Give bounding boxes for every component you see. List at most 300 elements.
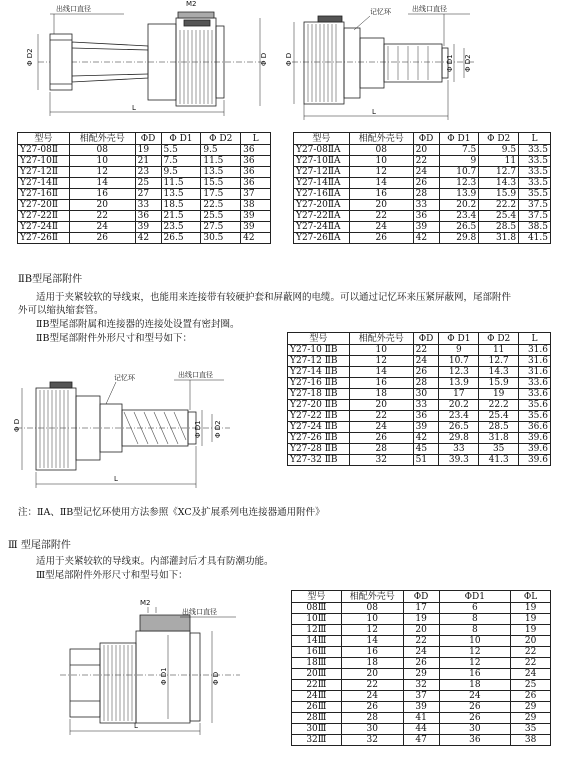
cell: 23.5 xyxy=(161,222,201,233)
cell: 29 xyxy=(511,702,551,713)
cell: 39 xyxy=(413,222,439,233)
label-outlet-diameter: 出线口直径 xyxy=(412,5,447,13)
cell: 33 xyxy=(413,200,439,211)
cell: 28 xyxy=(341,713,403,724)
table-header-row xyxy=(294,133,551,145)
cell: 41.3 xyxy=(479,455,519,466)
header-d2: Φ D2 xyxy=(479,133,519,145)
cell: 18Ⅲ xyxy=(292,658,342,669)
table-row xyxy=(294,145,551,156)
table-row xyxy=(18,222,271,233)
cell: 39.6 xyxy=(519,444,551,455)
cell: 33.5 xyxy=(519,156,551,167)
cell: 36 xyxy=(241,156,271,167)
cell: 45 xyxy=(413,444,439,455)
cell: 22.2 xyxy=(479,200,519,211)
section-iii-para2: Ⅲ型尾部附件外形尺寸和型号如下： xyxy=(36,570,188,581)
cell: 36 xyxy=(241,178,271,189)
cell: 10Ⅲ xyxy=(292,614,342,625)
cell: 8 xyxy=(439,614,511,625)
cell: 35.5 xyxy=(519,189,551,200)
cell: 32 xyxy=(349,455,413,466)
cell: 16 xyxy=(69,189,135,200)
cell: 29.8 xyxy=(439,233,479,244)
cell: 33.6 xyxy=(519,389,551,400)
cell: 21.5 xyxy=(161,211,201,222)
cell: 39.3 xyxy=(439,455,479,466)
cell: 08Ⅲ xyxy=(292,603,342,614)
cell: 26.5 xyxy=(439,422,479,433)
table-header-row xyxy=(288,333,551,345)
table-row xyxy=(288,444,551,455)
cell: 22 xyxy=(413,345,439,356)
cell: 17 xyxy=(439,389,479,400)
cell: 11.5 xyxy=(201,156,241,167)
cell: 27 xyxy=(135,189,161,200)
cell: 33.5 xyxy=(519,178,551,189)
label-l: L xyxy=(114,475,118,483)
cell: Y27-08ⅡA xyxy=(294,145,350,156)
cell: 36.6 xyxy=(519,422,551,433)
cell: 39.6 xyxy=(519,433,551,444)
label-d2: Φ D2 xyxy=(464,54,472,72)
cell: 37 xyxy=(241,189,271,200)
cell: 18 xyxy=(349,389,413,400)
cell: 26 xyxy=(403,658,439,669)
cell: 22 xyxy=(511,647,551,658)
cell: 10.7 xyxy=(439,167,479,178)
cell: 23 xyxy=(135,167,161,178)
label-l: L xyxy=(132,104,136,112)
cell: 36 xyxy=(413,211,439,222)
cell: 11 xyxy=(479,156,519,167)
cell: 42 xyxy=(135,233,161,244)
cell: 31.6 xyxy=(519,345,551,356)
cell: 12.3 xyxy=(439,178,479,189)
cell: 24 xyxy=(69,222,135,233)
cell: 39.6 xyxy=(519,455,551,466)
cell: 24 xyxy=(413,167,439,178)
cell: 31.6 xyxy=(519,367,551,378)
cell: 15.5 xyxy=(201,178,241,189)
cell: 30.5 xyxy=(201,233,241,244)
cell: 37 xyxy=(403,691,439,702)
table-type-iia xyxy=(293,132,551,244)
cell: 16 xyxy=(349,378,413,389)
cell: Y27-14 ⅡB xyxy=(288,367,350,378)
cell: 08 xyxy=(69,145,135,156)
cell: 28.5 xyxy=(479,222,519,233)
cell: 20 xyxy=(511,636,551,647)
cell: 08 xyxy=(341,603,403,614)
cell: 15.9 xyxy=(479,189,519,200)
cell: 31.6 xyxy=(519,356,551,367)
table-header-row xyxy=(18,133,271,145)
cell: 26 xyxy=(511,691,551,702)
label-outlet-diameter: 出线口直径 xyxy=(56,5,91,13)
cell: 20 xyxy=(403,625,439,636)
cell: 14Ⅲ xyxy=(292,636,342,647)
cell: 26 xyxy=(349,233,413,244)
cell: 24 xyxy=(349,222,413,233)
header-model: 型号 xyxy=(288,333,350,345)
table-row xyxy=(18,156,271,167)
cell: 28 xyxy=(349,444,413,455)
drawing-type-iia xyxy=(285,0,478,125)
cell: 19 xyxy=(403,614,439,625)
cell: 10 xyxy=(349,345,413,356)
cell: 35.6 xyxy=(519,400,551,411)
label-m2: M2 xyxy=(140,599,151,607)
cell: 9.5 xyxy=(479,145,519,156)
cell: 26Ⅲ xyxy=(292,702,342,713)
cell: 24Ⅲ xyxy=(292,691,342,702)
table-row xyxy=(18,211,271,222)
cell: Y27-28 ⅡB xyxy=(288,444,350,455)
cell: 20 xyxy=(349,200,413,211)
cell: 24 xyxy=(341,691,403,702)
cell: 16 xyxy=(439,669,511,680)
cell: Y27-20ⅡA xyxy=(294,200,350,211)
cell: 13.9 xyxy=(439,378,479,389)
label-m2: M2 xyxy=(186,0,197,8)
cell: 11.5 xyxy=(161,178,201,189)
cell: Y27-24ⅡA xyxy=(294,222,350,233)
header-d1: Φ D1 xyxy=(439,333,479,345)
table-row xyxy=(18,233,271,244)
table-row xyxy=(294,167,551,178)
table-row xyxy=(294,156,551,167)
cell: 10 xyxy=(439,636,511,647)
cell: 33.5 xyxy=(519,145,551,156)
cell: 12 xyxy=(349,356,413,367)
header-shell: 相配外壳号 xyxy=(341,591,403,603)
label-memory-ring: 记忆环 xyxy=(114,374,135,382)
cell: 42 xyxy=(241,233,271,244)
cell: 14 xyxy=(349,178,413,189)
cell: 25.4 xyxy=(479,211,519,222)
cell: 7.5 xyxy=(439,145,479,156)
cell: 10.7 xyxy=(439,356,479,367)
table-row xyxy=(292,735,551,746)
section-iii-para1: 适用于夹紧较软的导线束。内部灌封后才具有防潮功能。 xyxy=(36,556,274,567)
cell: 36 xyxy=(241,145,271,156)
cell: 18 xyxy=(439,680,511,691)
table-row xyxy=(294,233,551,244)
cell: Y27-20Ⅱ xyxy=(18,200,70,211)
cell: Y27-20 ⅡB xyxy=(288,400,350,411)
header-l: L xyxy=(241,133,271,145)
label-d1: Φ D1 xyxy=(446,54,454,72)
cell: 42 xyxy=(413,433,439,444)
cell: 41 xyxy=(403,713,439,724)
cell: 10 xyxy=(341,614,403,625)
cell: 13.5 xyxy=(201,167,241,178)
cell: 30 xyxy=(413,389,439,400)
cell: 35 xyxy=(479,444,519,455)
cell: 19 xyxy=(479,389,519,400)
table-row xyxy=(292,713,551,724)
table-row xyxy=(294,200,551,211)
cell: Y27-14Ⅱ xyxy=(18,178,70,189)
cell: Y27-12 ⅡB xyxy=(288,356,350,367)
cell: Y27-26 ⅡB xyxy=(288,433,350,444)
label-d1: Φ D1 xyxy=(194,420,202,438)
cell: 26.5 xyxy=(161,233,201,244)
cell: 33 xyxy=(135,200,161,211)
cell: 20.2 xyxy=(439,200,479,211)
cell: 36 xyxy=(413,411,439,422)
label-d2: Φ D2 xyxy=(26,48,34,66)
table-row xyxy=(292,614,551,625)
drawing-type-iii xyxy=(40,595,255,735)
cell: 22 xyxy=(69,211,135,222)
cell: 42 xyxy=(413,233,439,244)
cell: 08 xyxy=(349,145,413,156)
cell: 12 xyxy=(349,167,413,178)
cell: 16 xyxy=(341,647,403,658)
cell: 26 xyxy=(439,713,511,724)
cell: Y27-08Ⅱ xyxy=(18,145,70,156)
header-model: 型号 xyxy=(292,591,342,603)
cell: 8 xyxy=(439,625,511,636)
cell: 24 xyxy=(349,422,413,433)
cell: 36 xyxy=(241,167,271,178)
cell: 20 xyxy=(349,400,413,411)
cell: Y27-12ⅡA xyxy=(294,167,350,178)
cell: 33 xyxy=(439,444,479,455)
section-iii-heading: Ⅲ 型尾部附件 xyxy=(8,540,71,551)
cell: 32 xyxy=(403,680,439,691)
cell: 9 xyxy=(439,345,479,356)
table-type-ii xyxy=(17,132,271,244)
cell: 12.7 xyxy=(479,167,519,178)
note-text: 注：ⅡA、ⅡB型记忆环使用方法参照《XC及扩展系列电连接器通用附件》 xyxy=(18,507,325,518)
label-outlet-diameter: 出线口直径 xyxy=(178,371,213,379)
cell: 38 xyxy=(511,735,551,746)
table-row xyxy=(288,400,551,411)
table-row xyxy=(288,433,551,444)
table-row xyxy=(288,356,551,367)
table-row xyxy=(288,389,551,400)
label-l: L xyxy=(372,108,376,116)
table-row xyxy=(18,200,271,211)
cell: 20Ⅲ xyxy=(292,669,342,680)
cell: 26 xyxy=(341,702,403,713)
table-row xyxy=(294,189,551,200)
cell: 35 xyxy=(511,724,551,735)
cell: Y27-22Ⅱ xyxy=(18,211,70,222)
cell: 12.7 xyxy=(479,356,519,367)
cell: 16Ⅲ xyxy=(292,647,342,658)
table-row xyxy=(292,658,551,669)
cell: 14.3 xyxy=(479,367,519,378)
cell: 12.3 xyxy=(439,367,479,378)
section-iib-para3: ⅡB型尾部附件外形尺寸和型号如下： xyxy=(36,333,192,344)
cell: 22 xyxy=(511,658,551,669)
table-row xyxy=(292,625,551,636)
label-d: Φ D xyxy=(13,418,21,432)
section-iib-para2: ⅡB型尾部附属和连接器的连接处设置有密封圈。 xyxy=(36,319,240,330)
header-d2: Φ D2 xyxy=(479,333,519,345)
table-row xyxy=(292,669,551,680)
cell: 16 xyxy=(349,189,413,200)
cell: 41.5 xyxy=(519,233,551,244)
table-row xyxy=(292,691,551,702)
cell: 22 xyxy=(349,211,413,222)
cell: 33.5 xyxy=(519,167,551,178)
table-row xyxy=(294,178,551,189)
cell: 30 xyxy=(341,724,403,735)
header-l: L xyxy=(519,133,551,145)
cell: 14 xyxy=(341,636,403,647)
cell: 6 xyxy=(439,603,511,614)
cell: 9.5 xyxy=(201,145,241,156)
table-row xyxy=(288,378,551,389)
cell: 7.5 xyxy=(161,156,201,167)
cell: 20 xyxy=(69,200,135,211)
cell: 28 xyxy=(413,189,439,200)
cell: 22Ⅲ xyxy=(292,680,342,691)
cell: 15.9 xyxy=(479,378,519,389)
cell: 20.2 xyxy=(439,400,479,411)
cell: 17 xyxy=(403,603,439,614)
section-iib-heading: ⅡB型尾部附件 xyxy=(18,274,83,285)
cell: Y27-18 ⅡB xyxy=(288,389,350,400)
cell: 25.5 xyxy=(201,211,241,222)
header-d: ΦD xyxy=(413,133,439,145)
header-d1: Φ D1 xyxy=(439,133,479,145)
label-outlet-diameter: 出线口直径 xyxy=(182,608,217,616)
cell: 11 xyxy=(479,345,519,356)
cell: 22.2 xyxy=(479,400,519,411)
drawing-type-iib xyxy=(14,360,234,495)
cell: 19 xyxy=(511,625,551,636)
cell: 12 xyxy=(69,167,135,178)
header-d2: Φ D2 xyxy=(201,133,241,145)
cell: Y27-22ⅡA xyxy=(294,211,350,222)
table-row xyxy=(292,724,551,735)
cell: 29.8 xyxy=(439,433,479,444)
cell: 22 xyxy=(413,156,439,167)
cell: 24 xyxy=(511,669,551,680)
cell: 30 xyxy=(439,724,511,735)
cell: 20 xyxy=(413,145,439,156)
label-d2: Φ D2 xyxy=(214,420,222,438)
cell: 39 xyxy=(403,702,439,713)
cell: 19 xyxy=(135,145,161,156)
cell: 9 xyxy=(439,156,479,167)
cell: 14 xyxy=(349,367,413,378)
label-d: Φ D xyxy=(212,671,220,685)
cell: 36 xyxy=(135,211,161,222)
cell: 47 xyxy=(403,735,439,746)
table-type-iib xyxy=(287,332,551,466)
cell: Y27-16Ⅱ xyxy=(18,189,70,200)
table-row xyxy=(292,603,551,614)
cell: 12 xyxy=(341,625,403,636)
cell: 31.8 xyxy=(479,233,519,244)
cell: 24 xyxy=(403,647,439,658)
cell: 29 xyxy=(511,713,551,724)
label-d1: Φ D1 xyxy=(160,667,168,685)
cell: 22 xyxy=(403,636,439,647)
header-d: ΦD xyxy=(135,133,161,145)
label-d: Φ D xyxy=(260,52,268,66)
cell: Y27-22 ⅡB xyxy=(288,411,350,422)
table-row xyxy=(288,367,551,378)
cell: 25 xyxy=(135,178,161,189)
table-row xyxy=(18,189,271,200)
cell: Y27-16 ⅡB xyxy=(288,378,350,389)
table-row xyxy=(292,647,551,658)
header-d1: ΦD1 xyxy=(439,591,511,603)
table-row xyxy=(294,211,551,222)
cell: 9.5 xyxy=(161,167,201,178)
table-row xyxy=(292,636,551,647)
cell: Y27-12Ⅱ xyxy=(18,167,70,178)
header-shell: 相配外壳号 xyxy=(349,333,413,345)
label-l: L xyxy=(134,722,138,730)
table-row xyxy=(288,455,551,466)
cell: 36 xyxy=(439,735,511,746)
cell: Y27-10 ⅡB xyxy=(288,345,350,356)
cell: 37.5 xyxy=(519,211,551,222)
cell: 14 xyxy=(69,178,135,189)
cell: 19 xyxy=(511,603,551,614)
cell: 51 xyxy=(413,455,439,466)
drawing-type-ii xyxy=(28,0,273,125)
cell: 26 xyxy=(413,178,439,189)
cell: 28 xyxy=(413,378,439,389)
table-row xyxy=(18,167,271,178)
cell: 21 xyxy=(135,156,161,167)
cell: 26 xyxy=(413,367,439,378)
cell: Y27-26Ⅱ xyxy=(18,233,70,244)
cell: 23.4 xyxy=(439,411,479,422)
table-type-iii xyxy=(291,590,551,746)
label-d: Φ D xyxy=(285,52,293,66)
cell: 33.6 xyxy=(519,378,551,389)
header-l: L xyxy=(519,333,551,345)
cell: 17.5 xyxy=(201,189,241,200)
cell: 39 xyxy=(241,222,271,233)
header-shell: 相配外壳号 xyxy=(349,133,413,145)
table-row xyxy=(294,222,551,233)
cell: 28Ⅲ xyxy=(292,713,342,724)
cell: 37.5 xyxy=(519,200,551,211)
section-iib-para1-cont: 外可以缩执缩套管。 xyxy=(18,305,104,316)
header-model: 型号 xyxy=(18,133,70,145)
cell: Y27-14ⅡA xyxy=(294,178,350,189)
header-model: 型号 xyxy=(294,133,350,145)
cell: 12 xyxy=(439,647,511,658)
cell: 35.6 xyxy=(519,411,551,422)
cell: 27.5 xyxy=(201,222,241,233)
cell: 13.5 xyxy=(161,189,201,200)
header-d: ΦD xyxy=(403,591,439,603)
cell: 39 xyxy=(413,422,439,433)
cell: Y27-24 ⅡB xyxy=(288,422,350,433)
cell: 10 xyxy=(349,156,413,167)
table-row xyxy=(288,411,551,422)
cell: 32 xyxy=(341,735,403,746)
table-row xyxy=(18,145,271,156)
cell: 33 xyxy=(413,400,439,411)
cell: 25.4 xyxy=(479,411,519,422)
cell: 26.5 xyxy=(439,222,479,233)
cell: 14.3 xyxy=(479,178,519,189)
